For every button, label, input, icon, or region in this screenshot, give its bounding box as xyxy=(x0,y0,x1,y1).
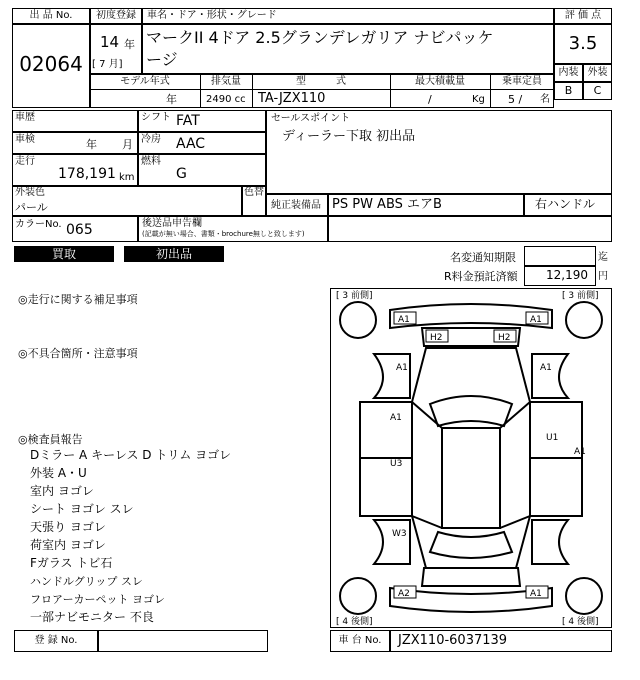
wheel-rear-right xyxy=(566,578,602,614)
aircon-label: 冷房 xyxy=(141,134,161,145)
rear-fender-left xyxy=(374,520,410,564)
corner-label: [ 3 前側] xyxy=(562,291,599,301)
running-supplement-title: ◎走行に関する補足事項 xyxy=(18,293,138,306)
cabin-outline xyxy=(412,348,530,568)
displacement-label: 排気量 xyxy=(211,76,241,87)
model-code: TA-JZX110 xyxy=(258,91,326,106)
inspector-line: 天張り ヨゴレ xyxy=(30,520,106,534)
inspector-line: 外装 A・U xyxy=(30,466,87,480)
inspector-line: Fガラス トビ石 xyxy=(30,556,113,570)
damage-mark: A1 xyxy=(398,315,410,325)
damage-mark: A1 xyxy=(574,447,586,457)
model-label: 型 式 xyxy=(296,76,346,87)
damage-mark: A1 xyxy=(530,589,542,599)
car-damage-diagram xyxy=(330,288,612,628)
blank-equipment-cell xyxy=(328,216,612,242)
car-name-line2: ージ xyxy=(146,50,178,69)
wheel-front-left xyxy=(340,302,376,338)
recycle-fee-unit: 円 xyxy=(598,271,608,282)
notice-deadline-label: 名変通知期限 xyxy=(450,251,516,264)
lot-number-label: 出 品 No. xyxy=(29,10,73,21)
color-no-label: カラーNo. xyxy=(15,219,62,230)
notice-deadline-unit: 迄 xyxy=(598,252,608,263)
registration-year: 14 xyxy=(100,33,120,51)
mileage-label: 走行 xyxy=(15,156,35,167)
inspector-line: フロアーカーペット ヨゴレ xyxy=(30,593,165,606)
corner-label: [ 4 後側] xyxy=(562,617,599,627)
wheel-rear-left xyxy=(340,578,376,614)
exterior-grade: C xyxy=(593,84,602,97)
registration-year-unit: 年 xyxy=(124,38,135,51)
damage-mark: U1 xyxy=(546,433,559,443)
interior-grade: B xyxy=(564,84,573,97)
damage-mark: A1 xyxy=(530,315,542,325)
registration-no-cell xyxy=(98,630,268,652)
inspector-report-title: ◎検査員報告 xyxy=(18,433,83,446)
exterior-color-label: 外装色 xyxy=(15,187,45,198)
capacity-label: 乗車定員 xyxy=(502,76,542,87)
wheel-front-right xyxy=(566,302,602,338)
recycle-fee-label: R料金預託済額 xyxy=(444,270,518,283)
max-load-label: 最大積載量 xyxy=(415,76,465,87)
rear-window xyxy=(430,532,512,558)
displacement: 2490 cc xyxy=(206,94,246,105)
inspector-line: 荷室内 ヨゴレ xyxy=(30,538,106,552)
corner-label: [ 3 前側] xyxy=(336,291,373,301)
pillar-left xyxy=(412,402,442,428)
capacity-unit: 名 xyxy=(540,94,550,105)
exterior-label: 外装 xyxy=(587,67,608,78)
exterior-color-value: パール xyxy=(15,201,48,214)
damage-mark: W3 xyxy=(392,529,407,539)
roof xyxy=(442,428,500,528)
corner-label: [ 4 後側] xyxy=(336,617,373,627)
inspection-year-unit: 年 xyxy=(86,138,97,151)
mileage-unit: km xyxy=(119,172,135,183)
damage-mark: H2 xyxy=(430,333,443,343)
fuel-label: 燃料 xyxy=(141,156,161,167)
equipment-value: PS PW ABS エアB xyxy=(332,197,442,212)
mileage-value: 178,191 xyxy=(58,166,116,182)
equipment-label: 純正装備品 xyxy=(271,200,321,211)
inspector-line: ハンドルグリップ スレ xyxy=(30,575,143,588)
rating-label: 評 価 点 xyxy=(564,10,602,21)
spec-row-divider xyxy=(90,89,554,90)
model-year-label: モデル年式 xyxy=(120,76,170,87)
first-registration-label: 初度登録 xyxy=(96,10,136,21)
sales-point-label: セールスポイント xyxy=(271,113,351,124)
pillar-rear-right xyxy=(500,516,530,528)
defects-title: ◎不具合箇所・注意事項 xyxy=(18,347,138,360)
documents-note: (記載が無い場合、書類・brochure無しと致します) xyxy=(142,230,305,238)
chassis-no-label: 車 台 No. xyxy=(338,635,382,646)
recycle-fee-value: 12,190 xyxy=(546,268,588,282)
rating-value: 3.5 xyxy=(568,33,598,54)
sales-point-value: ディーラー下取 初出品 xyxy=(282,129,416,144)
interior-label: 内装 xyxy=(558,67,579,78)
max-load-value: / xyxy=(428,93,432,106)
car-name-line1: マークII 4ドア 2.5グランデレガリア ナビパッケ xyxy=(146,28,494,47)
inspector-line: 一部ナビモニター 不良 xyxy=(30,610,154,624)
registration-month: [ 7 月] xyxy=(92,59,123,70)
front-fender-right xyxy=(532,354,568,398)
model-year-unit: 年 xyxy=(166,93,177,106)
capacity-value: 5 / xyxy=(508,93,523,106)
pillar-right xyxy=(500,402,530,428)
steering-value: 右ハンドル xyxy=(535,197,596,211)
fuel-value: G xyxy=(176,166,187,182)
damage-mark: A1 xyxy=(390,413,402,423)
max-load-unit: Kg xyxy=(472,94,485,105)
buy-badge: 買取 xyxy=(14,246,114,262)
pillar-rear-left xyxy=(412,516,442,528)
inspector-line: シート ヨゴレ スレ xyxy=(30,502,134,516)
documents-label: 後送品申告欄 xyxy=(142,218,202,229)
registration-no-label: 登 録 No. xyxy=(34,635,78,646)
aircon-value: AAC xyxy=(176,136,206,152)
damage-mark: H2 xyxy=(498,333,511,343)
inspector-line: 室内 ヨゴレ xyxy=(30,484,94,498)
lot-number: 02064 xyxy=(19,52,83,76)
first-listing-badge: 初出品 xyxy=(124,246,224,262)
front-fender-left xyxy=(374,354,410,398)
damage-mark: A2 xyxy=(398,589,410,599)
car-name-label: 車名・ドア・形状・グレード xyxy=(147,10,277,21)
damage-mark: U3 xyxy=(390,459,403,469)
shift-label: シフト xyxy=(141,112,171,123)
rear-fender-right xyxy=(532,520,568,564)
damage-mark: A1 xyxy=(540,363,552,373)
history-label: 車歴 xyxy=(15,112,35,123)
chassis-no-value: JZX110-6037139 xyxy=(398,633,508,648)
shift-value: FAT xyxy=(176,113,200,129)
inspection-label: 車検 xyxy=(15,134,35,145)
color-no-value: 065 xyxy=(66,222,93,238)
windshield xyxy=(430,396,512,426)
rear-trunk xyxy=(422,568,520,586)
color-change-label: 色替 xyxy=(244,187,264,198)
inspector-line: Dミラー A キーレス D トリム ヨゴレ xyxy=(30,448,232,462)
inspection-month-unit: 月 xyxy=(122,138,133,151)
damage-mark: A1 xyxy=(396,363,408,373)
notice-deadline-value xyxy=(524,246,596,266)
